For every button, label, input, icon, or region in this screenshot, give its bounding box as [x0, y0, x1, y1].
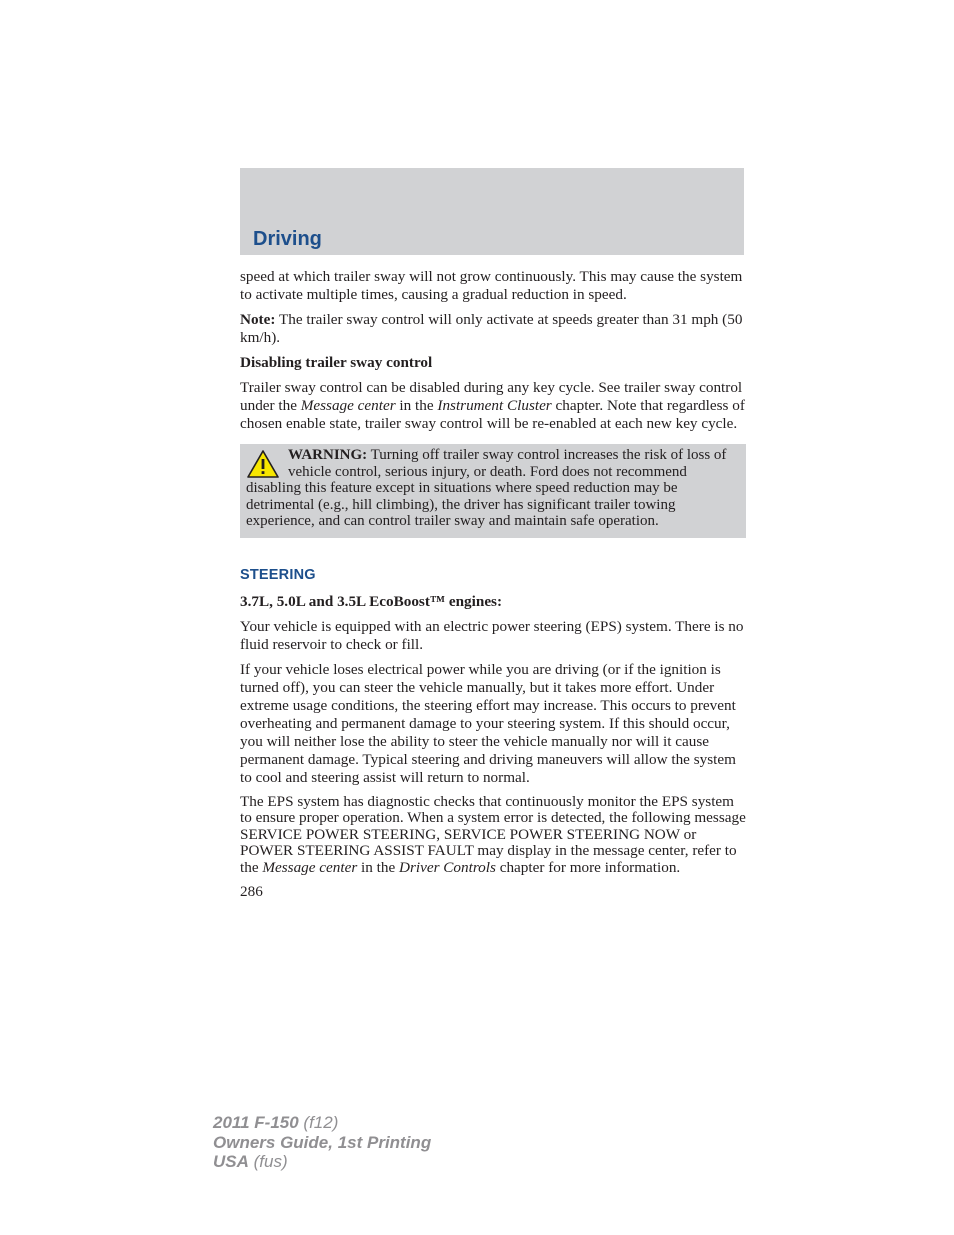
page-number: 286	[240, 883, 263, 900]
eps-text-b: in the	[357, 858, 400, 876]
trailer-sway-paragraph: speed at which trailer sway will not grow continuously. This may cause the system to activate multiple times, causing a gradual reduction in speed.	[240, 268, 743, 303]
message-center-reference-2: Message center	[262, 858, 358, 876]
disable-text-b: in the	[395, 397, 438, 414]
disable-paragraph	[240, 379, 746, 433]
note-paragraph	[240, 311, 746, 347]
chapter-title: Driving	[253, 228, 322, 250]
eps-intro-paragraph: Your vehicle is equipped with an electric power steering (EPS) system. There is no fluid reservoir to check or fill.	[240, 617, 744, 653]
footer-region: USA	[213, 1152, 249, 1171]
warning-label: WARNING:	[288, 447, 368, 463]
warning-box	[240, 444, 746, 538]
eps-diagnostics-paragraph	[240, 794, 746, 876]
engines-subheading: 3.7L, 5.0L and 3.5L EcoBoost™ engines:	[240, 592, 503, 610]
warning-text: Turning off trailer sway control increases the risk of loss of vehicle control, serious injury, or death. Ford does not recommend disabling this feature except in situations where speed reduction may be detrimental (e.g., hill climbing), the driver has significant trailer towing experience, and can control trailer sway and maintain safe operation.	[246, 447, 727, 530]
eps-text-a: The EPS system has diagnostic checks that continuously monitor the EPS system to ensure proper operation. When a system error is detected, the following message SERVICE POWER STEERING, SERVICE POWER STEERING NOW or POWER STEERING ASSIST FAULT may display in the message center, refer to the	[240, 792, 746, 876]
footer-line-3	[213, 1152, 431, 1172]
page-content	[240, 268, 746, 901]
note-text: The trailer sway control will only activate at speeds greater than 31 mph (50 km/h).	[240, 311, 743, 346]
footer-model-code: (f12)	[298, 1113, 339, 1132]
footer-line-2: Owners Guide, 1st Printing	[213, 1132, 432, 1152]
driver-controls-reference: Driver Controls	[399, 858, 496, 876]
disable-text-c: chapter. Note that regardless of chosen enable state, trailer sway control will be re-enabled at each new key cycle.	[240, 397, 745, 432]
message-center-reference: Message center	[300, 397, 396, 414]
steering-heading: STEERING	[240, 566, 316, 583]
disable-heading: Disabling trailer sway control	[240, 354, 433, 371]
disable-text-a: Trailer sway control can be disabled during any key cycle. See trailer sway control under the	[240, 379, 743, 414]
warning-triangle-icon	[246, 449, 280, 479]
footer-model: 2011 F-150	[213, 1113, 299, 1132]
eps-text-c: chapter for more information.	[495, 858, 681, 876]
footer-region-code: (fus)	[248, 1152, 288, 1171]
instrument-cluster-reference: Instrument Cluster	[437, 397, 552, 414]
chapter-header-band	[240, 168, 744, 255]
power-loss-paragraph: If your vehicle loses electrical power while you are driving (or if the ignition is turned off), you can steer the vehicle manually, but it takes more effort. Under extreme usage conditions, the steering effort may increase. This occurs to prevent overheating and permanent damage to your steering system. If this should occur, you will neither lose the ability to steer the vehicle manually nor will it cause permanent damage. Typical steering and driving maneuvers will allow the system to cool and steering assist will return to normal.	[240, 660, 736, 786]
document-footer	[213, 1113, 431, 1172]
note-label: Note:	[240, 311, 276, 328]
footer-line-1	[213, 1113, 431, 1133]
